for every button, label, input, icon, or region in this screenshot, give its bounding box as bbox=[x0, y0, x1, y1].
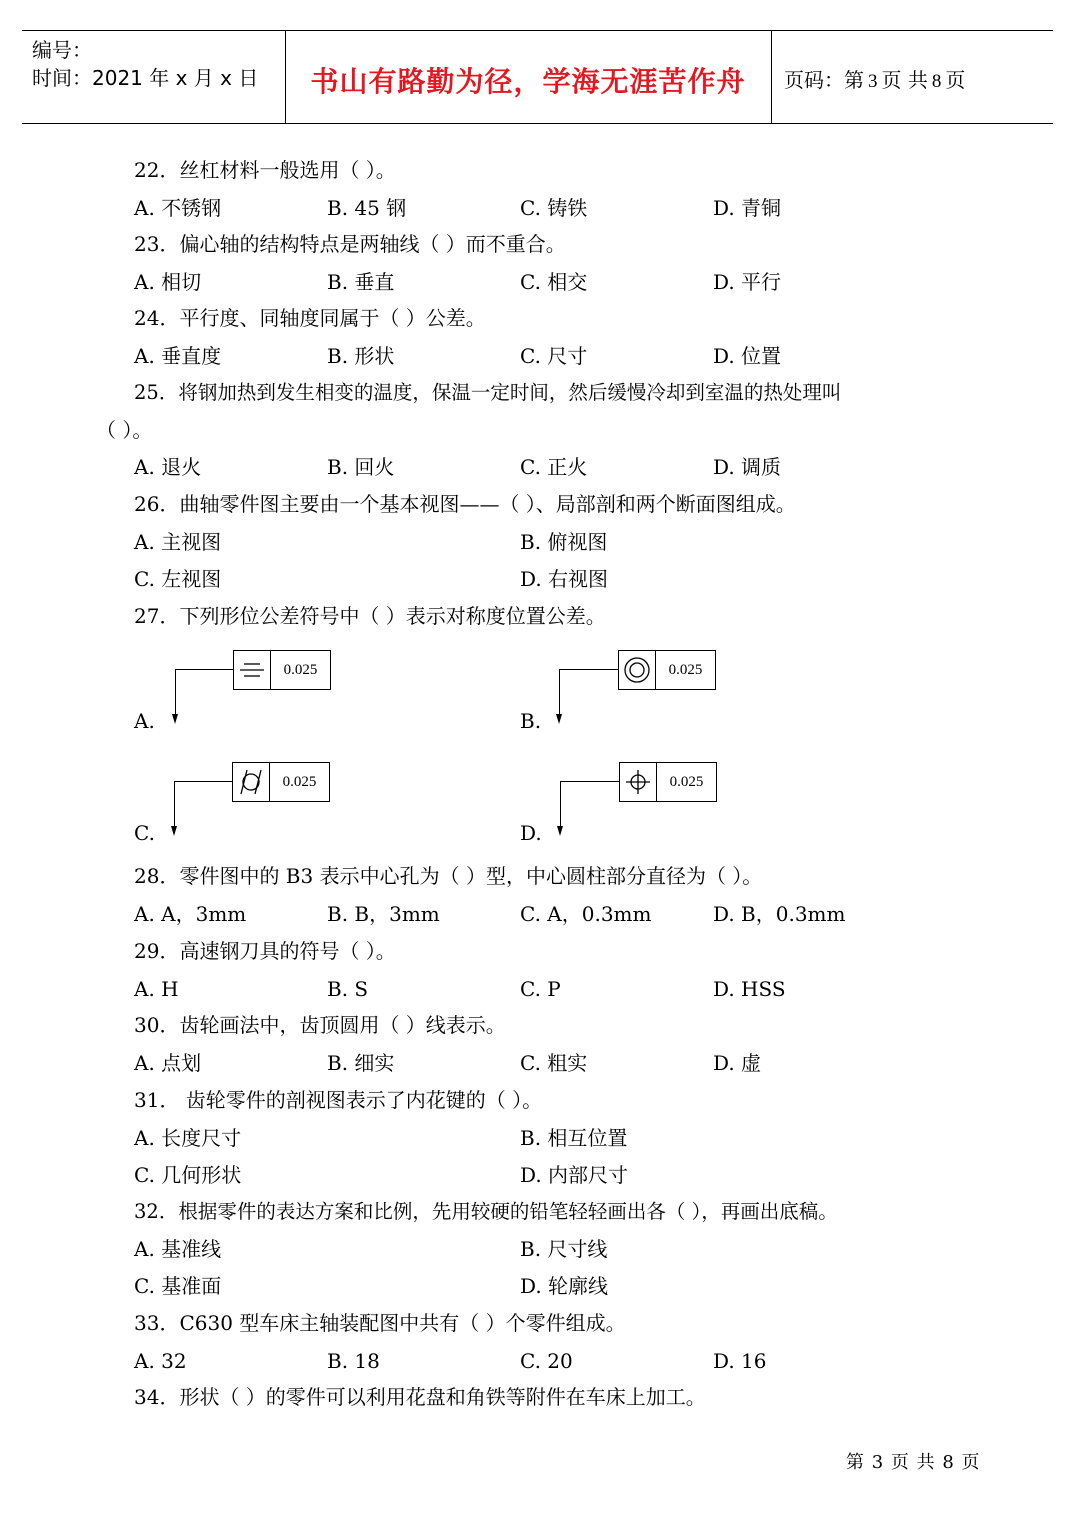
option: C. 几何形状 bbox=[134, 1163, 242, 1187]
arrow-icon bbox=[171, 826, 177, 836]
question-stem: 32．根据零件的表达方案和比例，先用较硬的铅笔轻轻画出各（ ），再画出底稿。 bbox=[134, 1200, 838, 1223]
arrow-icon bbox=[556, 714, 562, 724]
question-stem: 33．C630 型车床主轴装配图中共有（ ）个零件组成。 bbox=[134, 1311, 626, 1335]
option: C. 粗实 bbox=[520, 1051, 588, 1075]
tolerance-value: 0.025 bbox=[668, 661, 703, 678]
tolerance-frame bbox=[233, 650, 331, 690]
page-footer: 第 3 页 共 8 页 bbox=[846, 1452, 981, 1473]
leader-line bbox=[175, 669, 233, 670]
symmetry-icon bbox=[234, 651, 271, 689]
question-stem: 31． 齿轮零件的剖视图表示了内花键的（ ）。 bbox=[134, 1088, 543, 1112]
cylindricity-icon bbox=[233, 763, 270, 801]
option: B. B，3mm bbox=[327, 902, 440, 926]
question-stem: 26．曲轴零件图主要由一个基本视图——（ ）、局部剖和两个断面图组成。 bbox=[134, 492, 796, 516]
tolerance-frame bbox=[619, 762, 717, 802]
option: D. 平行 bbox=[713, 270, 782, 294]
option: B. 垂直 bbox=[327, 270, 395, 294]
question-stem-continued: （ ）。 bbox=[96, 418, 153, 442]
option: D. 轮廓线 bbox=[520, 1274, 609, 1298]
time-label: 时间：2021 年 x 月 x 日 bbox=[32, 66, 259, 90]
option: D. B，0.3mm bbox=[713, 902, 846, 926]
option: A. 不锈钢 bbox=[134, 196, 222, 220]
option: B. 18 bbox=[327, 1349, 380, 1373]
page-total: 8 bbox=[931, 71, 942, 92]
header-meta bbox=[32, 36, 258, 92]
option: D. 虚 bbox=[713, 1051, 762, 1075]
concentricity-icon bbox=[619, 651, 656, 689]
option: C. 尺寸 bbox=[520, 344, 588, 368]
option: A. 点划 bbox=[134, 1051, 202, 1075]
option: C. 基准面 bbox=[134, 1274, 222, 1298]
header-top-rule bbox=[22, 30, 1053, 31]
option: A. 垂直度 bbox=[134, 344, 222, 368]
option: D. 16 bbox=[713, 1349, 767, 1373]
option: A. 退火 bbox=[134, 455, 202, 479]
option: D. 调质 bbox=[713, 455, 782, 479]
option: D. HSS bbox=[713, 977, 786, 1001]
question-stem: 28．零件图中的 B3 表示中心孔为（ ）型，中心圆柱部分直径为（ ）。 bbox=[134, 864, 763, 888]
option: D. 青铜 bbox=[713, 196, 782, 220]
option: C. 正火 bbox=[520, 455, 588, 479]
question-stem: 27．下列形位公差符号中（ ）表示对称度位置公差。 bbox=[134, 604, 606, 628]
leader-line bbox=[559, 669, 618, 670]
option: C. 20 bbox=[520, 1349, 573, 1373]
question-stem: 24．平行度、同轴度同属于（ ）公差。 bbox=[134, 306, 486, 330]
option: B. 尺寸线 bbox=[520, 1237, 608, 1261]
option: C. 相交 bbox=[520, 270, 588, 294]
option: B. bbox=[520, 709, 542, 733]
header-bottom-rule bbox=[22, 123, 1053, 124]
tolerance-frame bbox=[618, 650, 716, 690]
option: B. 俯视图 bbox=[520, 530, 608, 554]
option: A. bbox=[134, 709, 155, 733]
option: A. 长度尺寸 bbox=[134, 1126, 242, 1150]
header-divider bbox=[771, 30, 772, 124]
tolerance-value: 0.025 bbox=[282, 773, 317, 790]
serial-label: 编号： bbox=[32, 38, 92, 62]
leader-line bbox=[560, 781, 561, 826]
leader-line bbox=[175, 669, 176, 714]
page-suffix: 页 bbox=[945, 68, 966, 92]
page-current: 3 bbox=[868, 71, 878, 92]
option: D. 右视图 bbox=[520, 567, 609, 591]
leader-line bbox=[174, 781, 175, 826]
tolerance-value: 0.025 bbox=[669, 773, 704, 790]
option: A. 32 bbox=[134, 1349, 187, 1373]
question-stem: 23．偏心轴的结构特点是两轴线（ ）而不重合。 bbox=[134, 232, 566, 256]
option: B. 相互位置 bbox=[520, 1126, 628, 1150]
option: C. 左视图 bbox=[134, 567, 222, 591]
tolerance-value: 0.025 bbox=[283, 661, 318, 678]
arrow-icon bbox=[557, 826, 563, 836]
option: C. 铸铁 bbox=[520, 196, 588, 220]
option: B. 45 钢 bbox=[327, 196, 407, 220]
arrow-icon bbox=[172, 714, 178, 724]
header-page-info bbox=[784, 64, 965, 93]
position-icon bbox=[620, 763, 657, 801]
leader-line bbox=[560, 781, 619, 782]
question-stem: 30．齿轮画法中，齿顶圆用（ ）线表示。 bbox=[134, 1013, 506, 1037]
option: B. 回火 bbox=[327, 455, 395, 479]
option: D. bbox=[520, 821, 542, 845]
option: A. A，3mm bbox=[134, 902, 247, 926]
option: A. H bbox=[134, 977, 179, 1001]
option: A. 相切 bbox=[134, 270, 202, 294]
option: A. 基准线 bbox=[134, 1237, 222, 1261]
option: B. S bbox=[327, 977, 369, 1001]
leader-line bbox=[559, 669, 560, 714]
option: C. A，0.3mm bbox=[520, 902, 652, 926]
option: C. P bbox=[520, 977, 561, 1001]
option: D. 位置 bbox=[713, 344, 782, 368]
option: C. bbox=[134, 821, 155, 845]
option: B. 细实 bbox=[327, 1051, 395, 1075]
question-stem: 34．形状（ ）的零件可以利用花盘和角铁等附件在车床上加工。 bbox=[134, 1385, 706, 1409]
option: D. 内部尺寸 bbox=[520, 1163, 629, 1187]
question-stem: 29．高速钢刀具的符号（ ）。 bbox=[134, 939, 396, 963]
page-prefix: 页码：第 bbox=[784, 68, 864, 92]
option: B. 形状 bbox=[327, 344, 395, 368]
page-mid: 页 共 bbox=[881, 68, 928, 92]
tolerance-frame bbox=[232, 762, 330, 802]
option: A. 主视图 bbox=[134, 530, 222, 554]
question-stem: 22．丝杠材料一般选用（ ）。 bbox=[134, 158, 396, 182]
question-stem: 25．将钢加热到发生相变的温度，保温一定时间，然后缓慢冷却到室温的热处理叫 bbox=[134, 381, 842, 404]
leader-line bbox=[174, 781, 232, 782]
header-motto: 书山有路勤为径，学海无涯苦作舟 bbox=[310, 65, 746, 98]
